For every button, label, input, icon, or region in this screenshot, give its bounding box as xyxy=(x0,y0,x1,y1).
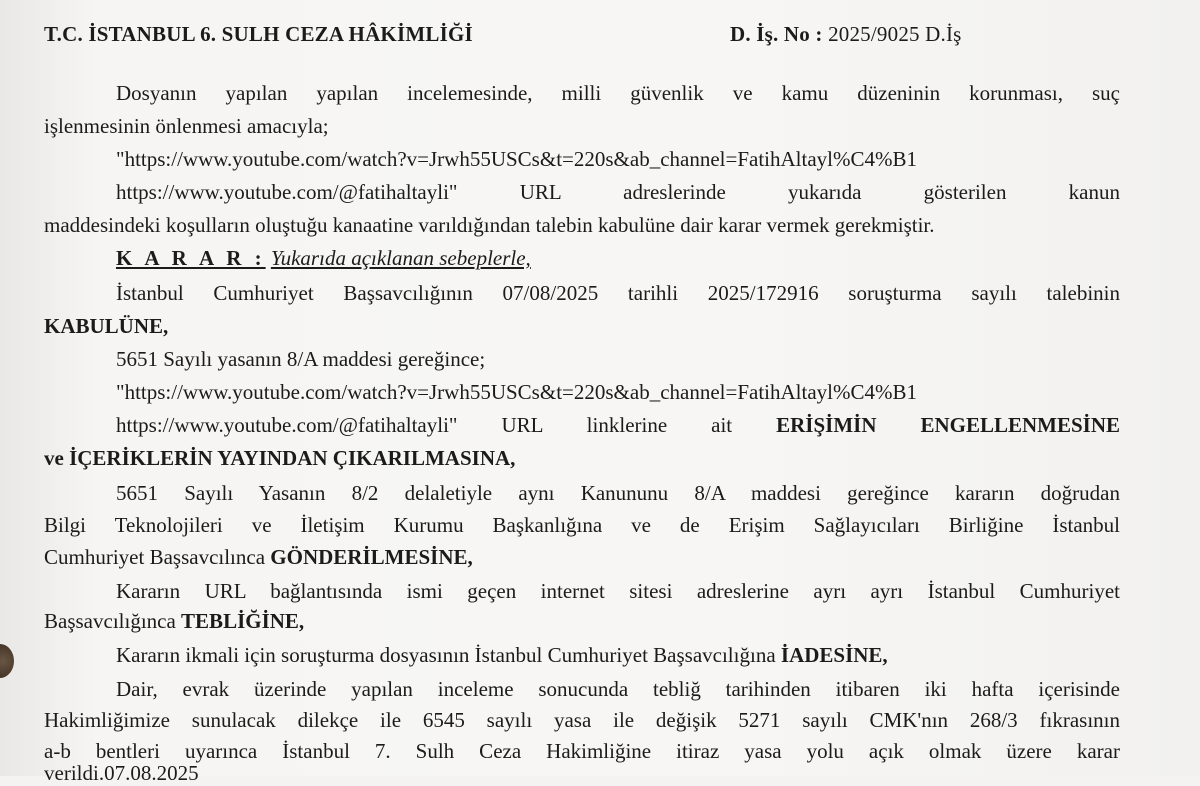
file-number-value: 2025/9025 D.İş xyxy=(828,22,962,46)
ruling-text: İADESİNE, xyxy=(780,643,888,667)
paragraph-text: URL linklerine ait xyxy=(501,413,733,437)
url-text: https://www.youtube.com/@fatihaltayli" xyxy=(116,180,458,204)
ruling-line: KABULÜNE, xyxy=(44,314,169,338)
file-number xyxy=(730,22,962,47)
paragraph-line: Dosyanın yapılan yapılan incelemesinde, milli güvenlik ve kamu düzeninin korunması, suç xyxy=(116,81,1120,105)
paragraph-line: maddesindeki koşulların oluştuğu kanaatine varıldığından talebin kabulüne dair karar vermek gerekmiştir. xyxy=(44,213,935,237)
paragraph-text: Kararın ikmali için soruşturma dosyasının İstanbul Cumhuriyet Başsavcılığına xyxy=(116,643,776,667)
paragraph-line: 5651 Sayılı Yasanın 8/2 delaletiyle aynı Kanununu 8/A maddesi gereğince kararın doğrudan xyxy=(116,481,1120,505)
punch-hole xyxy=(0,644,14,678)
decision-intro: Yukarıda açıklanan sebeplerle, xyxy=(270,246,531,270)
paragraph-line xyxy=(44,642,1120,668)
ruling-text: ERİŞİMİN ENGELLENMESİNE xyxy=(776,413,1120,437)
paragraph-line: a-b bentleri uyarınca İstanbul 7. Sulh Ceza Hakimliğine itiraz yasa yolu açık olmak üzere karar xyxy=(44,739,1120,763)
court-name: T.C. İSTANBUL 6. SULH CEZA HÂKİMLİĞİ xyxy=(44,22,473,46)
paragraph-line xyxy=(44,608,1120,634)
paragraph-line xyxy=(44,544,1120,570)
url-text: https://www.youtube.com/@fatihaltayli" xyxy=(116,413,458,437)
paragraph-line: Kararın URL bağlantısında ismi geçen internet sitesi adreslerine ayrı ayrı İstanbul Cumhuriyet xyxy=(116,579,1120,603)
paragraph-line: Bilgi Teknolojileri ve İletişim Kurumu Başkanlığına ve de Erişim Sağlayıcıları Birliğine İstanbul xyxy=(44,513,1120,537)
paragraph-line xyxy=(44,412,1120,438)
paragraph-line: İstanbul Cumhuriyet Başsavcılığının 07/08/2025 tarihli 2025/172916 soruşturma sayılı talebinin xyxy=(116,281,1120,305)
paragraph-line: 5651 Sayılı yasanın 8/A maddesi gereğince; xyxy=(116,347,486,371)
paragraph-line: Dair, evrak üzerinde yapılan inceleme sonucunda tebliğ tarihinden itibaren iki hafta içerisinde xyxy=(116,677,1120,701)
document-header xyxy=(44,22,1160,52)
decision-heading xyxy=(44,245,1120,271)
ruling-text: TEBLİĞİNE, xyxy=(181,609,305,633)
paragraph-text: Cumhuriyet Başsavcılınca xyxy=(44,545,266,569)
paragraph-text: Başsavcılığınca xyxy=(44,609,176,633)
ruling-text: GÖNDERİLMESİNE, xyxy=(270,545,473,569)
paragraph-text: URL adreslerinde yukarıda gösterilen kanun xyxy=(519,180,1120,204)
paragraph-line: Hakimliğimize sunulacak dilekçe ile 6545 sayılı yasa ile değişik 5271 sayılı CMK'nın 268/3 fıkrasının xyxy=(44,708,1120,732)
file-number-label: D. İş. No : xyxy=(730,22,823,46)
paragraph-line: verildi.07.08.2025 xyxy=(44,761,199,785)
decision-label: K A R A R : xyxy=(116,246,266,270)
paragraph-line xyxy=(44,179,1120,205)
url-line: "https://www.youtube.com/watch?v=Jrwh55USCs&t=220s&ab_channel=FatihAltayl%C4%B1 xyxy=(116,147,917,171)
paragraph-line: işlenmesinin önlenmesi amacıyla; xyxy=(44,114,329,138)
ruling-line: ve İÇERİKLERİN YAYINDAN ÇIKARILMASINA, xyxy=(44,446,516,470)
url-line: "https://www.youtube.com/watch?v=Jrwh55USCs&t=220s&ab_channel=FatihAltayl%C4%B1 xyxy=(116,380,917,404)
